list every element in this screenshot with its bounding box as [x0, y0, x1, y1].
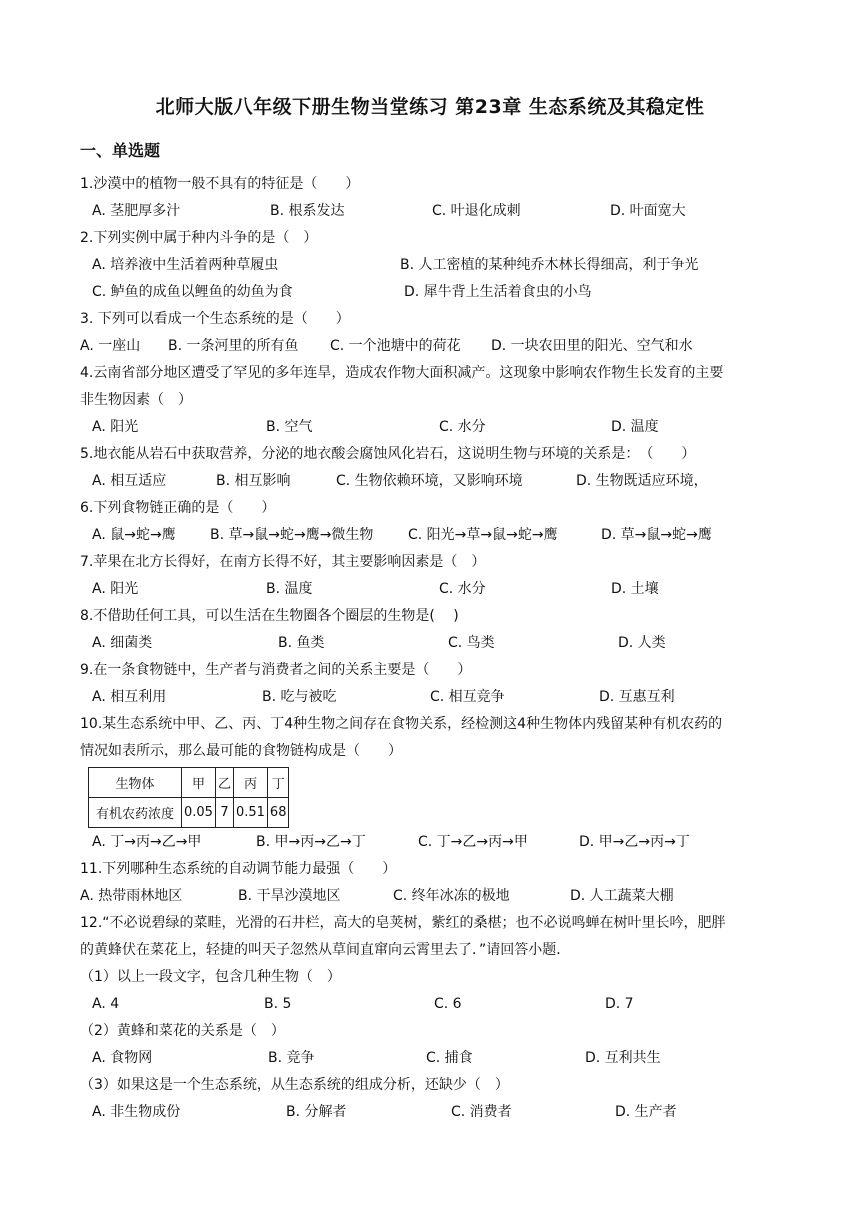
option-d: D. 生产者: [615, 1104, 677, 1120]
option-d: D. 叶面宽大: [610, 203, 686, 219]
question-3-stem: 3. 下列可以看成一个生态系统的是（ ）: [80, 311, 350, 327]
option-b: B. 吃与被吃: [262, 689, 337, 705]
table-cell: 7: [215, 798, 233, 828]
option-b: B. 竞争: [268, 1050, 315, 1066]
option-a: A. 4: [92, 996, 120, 1012]
option-d: D. 温度: [611, 419, 659, 435]
option-c: C. 消费者: [451, 1104, 512, 1120]
option-d: D. 草→鼠→蛇→鹰: [601, 527, 712, 543]
question-12-sub2-options: [92, 1045, 800, 1072]
option-c: C. 阳光→草→鼠→蛇→鹰: [408, 527, 558, 543]
table-cell: 68: [267, 798, 289, 828]
option-d: D. 生物既适应环境，: [576, 473, 708, 489]
question-2-stem: 2.下列实例中属于种内斗争的是（ ）: [80, 230, 318, 246]
option-c: C. 叶退化成刺: [432, 203, 521, 219]
option-d: D. 7: [605, 996, 634, 1012]
option-b: B. 鱼类: [278, 635, 325, 651]
question-4-options: [92, 414, 800, 441]
option-c: C. 生物依赖环境，又影响环境: [336, 473, 523, 489]
option-b: B. 甲→丙→乙→丁: [256, 834, 366, 850]
question-6-options: [92, 522, 800, 549]
option-c: C. 终年冰冻的极地: [393, 888, 510, 904]
option-a: A. 鼠→蛇→鹰: [92, 527, 176, 543]
question-12-sub1-options: [92, 991, 800, 1018]
question-11-options: [80, 883, 800, 910]
option-a: A. 非生物成份: [92, 1104, 181, 1120]
question-7-stem: 7.苹果在北方长得好，在南方长得不好，其主要影响因素是（ ）: [80, 554, 486, 570]
question-4-stem-line1: 4.云南省部分地区遭受了罕见的多年连旱，造成农作物大面积减产。这现象中影响农作物生长发育的主要: [80, 365, 724, 381]
question-11-stem: 11.下列哪种生态系统的自动调节能力最强（ ）: [80, 861, 397, 877]
question-5-options: [92, 468, 800, 495]
option-a: A. 一座山: [80, 338, 141, 354]
option-a: A. 相互适应: [92, 473, 167, 489]
question-12-sub2-stem: （2）黄蜂和菜花的关系是（ ）: [80, 1023, 285, 1039]
option-b: B. 干旱沙漠地区: [238, 888, 341, 904]
question-2-options-row1: [92, 252, 800, 279]
option-c: C. 捕食: [426, 1050, 473, 1066]
table-cell: 丁: [267, 768, 289, 798]
question-8-stem: 8.不借助任何工具，可以生活在生物圈各个圈层的生物是( ): [80, 608, 459, 624]
option-a: A. 相互利用: [92, 689, 167, 705]
question-10-options: [92, 829, 800, 856]
option-c: C. 丁→乙→丙→甲: [418, 834, 528, 850]
question-12-stem-line1: 12.“不必说碧绿的菜畦，光滑的石井栏，高大的皂荚树，紫红的桑椹；也不必说鸣蝉在树叶里长吟，肥胖: [80, 915, 726, 931]
option-b: B. 草→鼠→蛇→鹰→微生物: [210, 527, 374, 543]
option-b: B. 温度: [266, 581, 313, 597]
option-c: C. 一个池塘中的荷花: [330, 338, 461, 354]
table-row: [89, 798, 289, 828]
option-d: D. 互惠互利: [599, 689, 675, 705]
option-c: C. 水分: [439, 419, 486, 435]
question-1-stem: 1.沙漠中的植物一般不具有的特征是（ ）: [80, 176, 360, 192]
option-d: D. 一块农田里的阳光、空气和水: [491, 338, 693, 354]
table-cell: 0.05: [182, 798, 216, 828]
question-12-stem-line2: 的黄蜂伏在菜花上，轻捷的叫天子忽然从草间直窜向云霄里去了．”请回答小题．: [80, 942, 571, 958]
option-a: A. 热带雨林地区: [80, 888, 183, 904]
question-5-stem: 5.地衣能从岩石中获取营养，分泌的地衣酸会腐蚀风化岩石，这说明生物与环境的关系是： （ ）: [80, 446, 696, 462]
option-d: D. 人类: [618, 635, 666, 651]
option-b: B. 5: [264, 996, 292, 1012]
question-10-stem-line2: 情况如表所示，那么最可能的食物链构成是（ ）: [80, 743, 402, 759]
question-12-sub3-options: [92, 1099, 800, 1126]
option-c: C. 鲈鱼的成鱼以鲤鱼的幼鱼为食: [92, 284, 293, 300]
table-cell: 丙: [233, 768, 267, 798]
option-a: A. 阳光: [92, 581, 139, 597]
option-d: D. 甲→乙→丙→丁: [579, 834, 690, 850]
question-1-options: [92, 198, 800, 225]
option-b: B. 一条河里的所有鱼: [168, 338, 299, 354]
page-title: 北师大版八年级下册生物当堂练习 第23章 生态系统及其稳定性: [155, 96, 705, 118]
option-a: A. 丁→丙→乙→甲: [92, 834, 202, 850]
option-c: C. 鸟类: [448, 635, 495, 651]
option-a: A. 食物网: [92, 1050, 153, 1066]
option-a: A. 细菌类: [92, 635, 153, 651]
option-b: B. 根系发达: [270, 203, 345, 219]
question-2-options-row2: [92, 279, 800, 306]
option-b: B. 人工密植的某种纯乔木林长得细高，利于争光: [400, 257, 699, 273]
option-b: B. 空气: [266, 419, 313, 435]
question-9-options: [92, 684, 800, 711]
question-12-sub3-stem: （3）如果这是一个生态系统，从生态系统的组成分析，还缺少（ ）: [80, 1077, 509, 1093]
option-a: A. 阳光: [92, 419, 139, 435]
option-a: A. 茎肥厚多汁: [92, 203, 181, 219]
option-c: C. 水分: [439, 581, 486, 597]
table-cell: 0.51: [233, 798, 267, 828]
option-b: B. 相互影响: [216, 473, 291, 489]
pesticide-table: [88, 767, 289, 828]
option-d: D. 犀牛背上生活着食虫的小鸟: [404, 284, 592, 300]
option-d: D. 人工蔬菜大棚: [570, 888, 674, 904]
table-cell: 生物体: [89, 768, 182, 798]
question-12-sub1-stem: （1）以上一段文字，包含几种生物（ ）: [80, 969, 341, 985]
option-d: D. 土壤: [611, 581, 659, 597]
question-8-options: [92, 630, 800, 657]
option-c: C. 6: [434, 996, 462, 1012]
question-9-stem: 9.在一条食物链中，生产者与消费者之间的关系主要是（ ）: [80, 662, 472, 678]
table-row: [89, 768, 289, 798]
question-6-stem: 6.下列食物链正确的是（ ）: [80, 500, 276, 516]
option-c: C. 相互竞争: [430, 689, 505, 705]
table-cell: 甲: [182, 768, 216, 798]
option-d: D. 互利共生: [585, 1050, 661, 1066]
option-b: B. 分解者: [286, 1104, 347, 1120]
section-heading: 一、单选题: [80, 141, 161, 160]
question-3-options: [80, 333, 800, 360]
question-10-stem-line1: 10.某生态系统中甲、乙、丙、丁4种生物之间存在食物关系，经检测这4种生物体内残留某种有机农药的: [80, 716, 723, 732]
table-cell: 乙: [215, 768, 233, 798]
question-4-stem-line2: 非生物因素（ ）: [80, 392, 192, 408]
question-7-options: [92, 576, 800, 603]
option-a: A. 培养液中生活着两种草履虫: [92, 257, 279, 273]
table-cell: 有机农药浓度: [89, 798, 182, 828]
